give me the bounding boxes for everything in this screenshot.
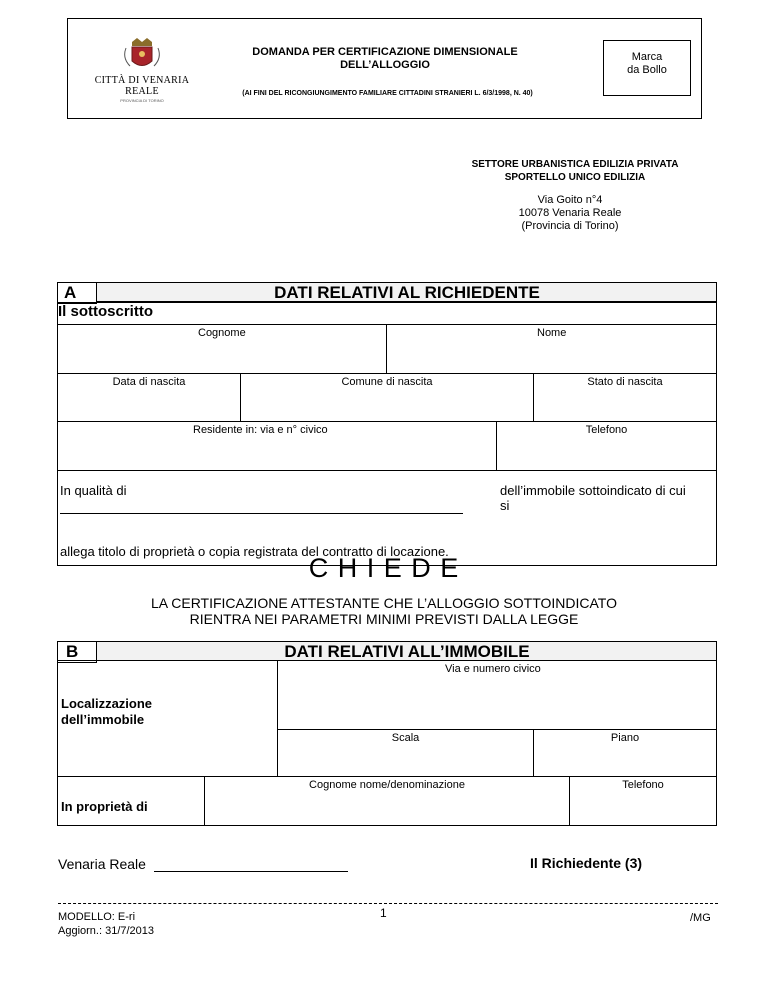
scala-field[interactable] [277,729,534,777]
aggiorn-text: Aggiorn.: 31/7/2013 [58,925,155,937]
section-a-header [57,282,717,302]
comune-nascita-label: Comune di nascita [341,376,433,388]
nome-label: Nome [537,327,567,339]
form-subtitle: (AI FINI DEL RICONGIUNGIMENTO FAMILIARE CITTADINI STRANIERI L. 6/3/1998, N. 40) [242,90,533,97]
section-a-letter: A [64,283,77,302]
section-b-header [57,641,717,661]
page-number: 1 [380,906,387,920]
chiede-line1: LA CERTIFICAZIONE ATTESTANTE CHE L’ALLOGGIO SOTTOINDICATO [151,595,617,611]
data-nascita-field[interactable] [57,373,241,422]
via-field[interactable] [277,660,717,730]
localizzazione-label [61,696,152,728]
signature-label: Il Richiedente (3) [530,855,643,871]
allega-text: allega titolo di proprietà o copia registrata del contratto di locazione. [60,544,449,559]
form-title-line2: DELL’ALLOGGIO [340,59,430,71]
proprieta-label: In proprietà di [61,799,148,814]
nome-field[interactable] [386,324,717,374]
piano-field[interactable] [533,729,717,777]
comune-nascita-field[interactable] [240,373,534,422]
office-heading [420,158,730,184]
telefono-label: Telefono [585,424,628,436]
footer-initials: /MG [690,912,711,924]
proprietario-field[interactable] [204,776,570,826]
proprietario-telefono-field[interactable] [569,776,717,826]
stamp-line1: Marca [631,51,663,63]
chiede-text [0,595,768,627]
cognome-field[interactable] [57,324,387,374]
logo-subtext: PROVINCIA DI TORINO [120,98,164,103]
proprieta-label-cell [57,776,205,826]
piano-label: Piano [610,732,640,744]
stamp-line2: da Bollo [627,64,667,76]
stato-nascita-label: Stato di nascita [587,376,663,388]
cognome-label: Cognome [198,327,246,339]
footer-modello [58,910,154,938]
city-logo [92,34,192,103]
section-a-subheading: Il sottoscritto [58,303,154,320]
office-line2: SPORTELLO UNICO EDILIZIA [504,172,646,183]
coat-of-arms-icon [92,34,192,74]
section-a-title: DATI RELATIVI AL RICHIEDENTE [274,283,540,302]
form-title-line1: DOMANDA PER CERTIFICAZIONE DIMENSIONALE [252,46,518,58]
address-line2: 10078 Venaria Reale [518,207,622,219]
via-label: Via e numero civico [445,663,541,675]
residente-field[interactable] [57,421,497,471]
qualita-label: In qualità di [60,483,127,498]
localizzazione-line1: Localizzazione [61,696,153,711]
localizzazione-line2: dell’immobile [61,712,145,727]
stato-nascita-field[interactable] [533,373,717,422]
footer-divider [58,903,718,904]
place-label: Venaria Reale [58,856,146,872]
stamp-box [603,40,691,96]
qualita-line[interactable] [60,513,463,514]
chiede-line2: RIENTRA NEI PARAMETRI MINIMI PREVISTI DALLA LEGGE [189,611,579,627]
logo-text: CITTÀ DI VENARIA REALE [94,75,190,97]
localizzazione-label-cell [57,660,278,777]
proprietario-telefono-label: Telefono [622,779,664,791]
office-address [440,194,700,233]
chiede-title: C H I E D E [308,553,460,583]
office-line1: SETTORE URBANISTICA EDILIZIA PRIVATA [471,159,679,170]
form-title [215,46,555,72]
data-nascita-label: Data di nascita [112,376,186,388]
address-line3: (Provincia di Torino) [521,220,619,232]
section-b-letter: B [66,642,79,661]
address-line1: Via Goito n°4 [537,194,603,206]
date-line[interactable] [154,855,348,872]
residente-label: Residente in: via e n° civico [193,424,328,436]
cognome-nome-label: Cognome nome/denominazione [309,779,465,791]
immobile-text-line1: dell’immobile sottoindicato di cui [500,483,686,498]
section-a-letter-box [57,282,97,304]
place-date [58,855,348,872]
section-b-title: DATI RELATIVI ALL’IMMOBILE [284,642,530,661]
scala-label: Scala [391,732,420,744]
immobile-text [500,483,715,513]
immobile-text-line2: si [500,498,510,513]
modello-text: MODELLO: E-ri [58,911,136,923]
telefono-field[interactable] [496,421,717,471]
